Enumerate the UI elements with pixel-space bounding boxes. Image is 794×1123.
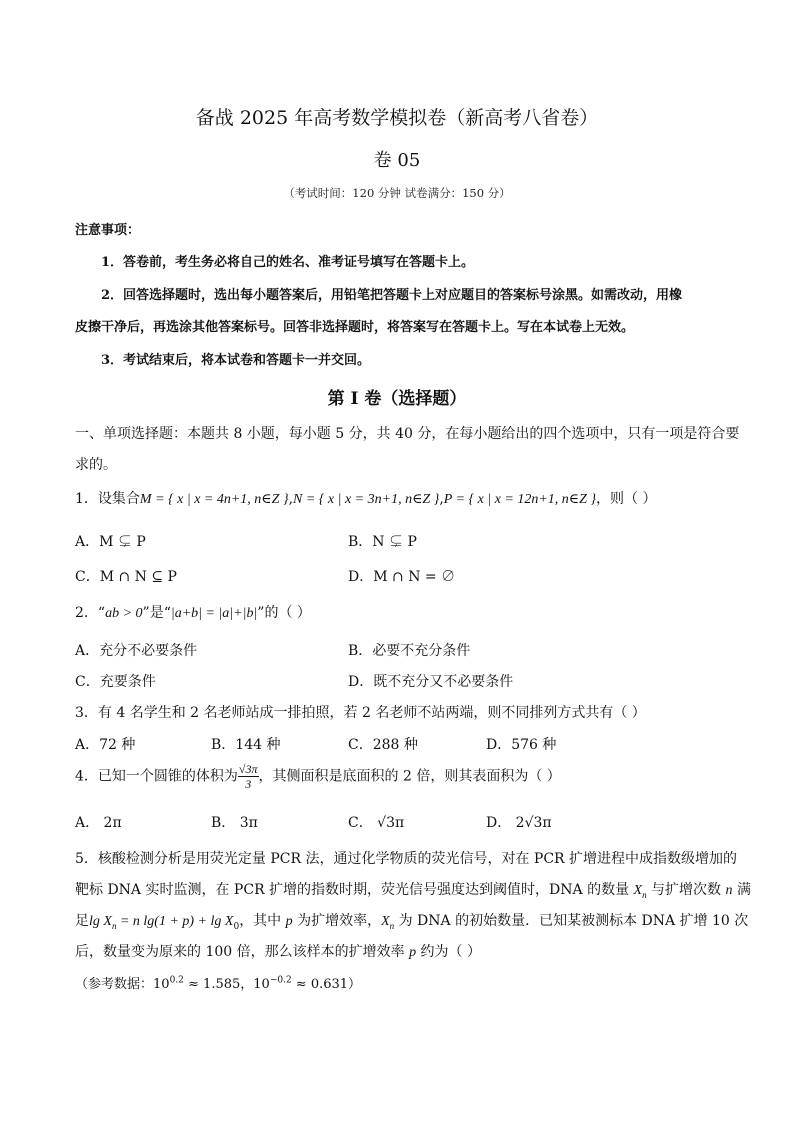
q5-line-4-text-a: 后，数量变为原来的 100 倍，那么该样本的扩增效率 — [75, 944, 410, 960]
q3-option-d[interactable]: D．576 种 — [486, 737, 557, 753]
q5-var-x2: X — [381, 914, 390, 929]
q5-ref-1-base: 10 — [153, 977, 170, 992]
notice-item-2-line-1: 2．回答选择题时，选出每小题答案后，用铅笔把答题卡上对应题目的答案标号涂黑。如需改动，用橡 — [101, 288, 683, 303]
q5-line-3 — [75, 910, 748, 932]
q5-line-3-text-c: 为扩增效率， — [292, 913, 382, 929]
q1-set-p: P = { x | x = 12n+1, n∈Z } — [443, 492, 597, 507]
q2-option-d[interactable]: D．既不充分又不必要条件 — [348, 674, 514, 690]
q2-option-b[interactable]: B．必要不充分条件 — [348, 643, 471, 659]
q4-prefix: 4．已知一个圆锥的体积为 — [75, 768, 238, 785]
section-title: 第 I 卷（选择题） — [327, 389, 467, 409]
notice-heading: 注意事项： — [75, 223, 141, 238]
q5-line-3-text-d: 为 DNA 的初始数量．已知某被测标本 DNA 扩增 10 次 — [394, 913, 749, 929]
q5-line-3-text-b: ，其中 — [239, 913, 286, 929]
exam-title: 备战 2025 年高考数学模拟卷（新高考八省卷） — [195, 107, 599, 129]
q5-var-x: X — [633, 883, 643, 898]
q5-ref-2-value: ≈ 0.631） — [291, 977, 362, 992]
q5-line-2-text-a: 靶标 DNA 实时监测，在 PCR 扩增的指数时期，荧光信号强度达到阈值时，DNA 的数量 — [75, 882, 634, 898]
q4-option-b[interactable]: B． 3π — [211, 815, 258, 831]
q1-option-d[interactable]: D．M ∩ N = ∅ — [348, 569, 456, 585]
q5-var-p2: p — [409, 945, 417, 960]
section-intro-line-2: 求的。 — [75, 457, 117, 473]
question-4-stem — [75, 762, 561, 791]
q1-set-n: N = { x | x = 3n+1, n∈Z } — [293, 492, 440, 507]
q4-volume-fraction — [238, 762, 259, 791]
q4-option-d[interactable]: D． 2√3π — [486, 815, 552, 831]
q5-line-4-text-b: 约为（ ） — [416, 944, 481, 960]
q5-ref-1-value: ≈ 1.585， — [183, 977, 254, 992]
q5-line-2-text-c: 满 — [732, 882, 751, 898]
notice-item-3: 3．考试结束后，将本试卷和答题卡一并交回。 — [101, 353, 371, 368]
q5-line-2-text-b: 与扩增次数 — [646, 882, 726, 898]
q5-var-x-sub: n — [642, 889, 647, 900]
q5-formula-sub-n: n — [111, 920, 117, 931]
section-intro-line-1: 一、单项选择题：本题共 8 小题，每小题 5 分，共 40 分，在每小题给出的四个选项中，只有一项是符合要 — [75, 426, 740, 442]
notice-item-2-line-2: 皮擦干净后，再选涂其他答案标号。回答非选择题时，将答案写在答题卡上。写在本试卷上无效。 — [75, 320, 635, 335]
question-1-stem: 1．设集合M = { x | x = 4n+1, n∈Z },N = { x | x = 3n+1, n∈Z },P = { x | x = 12n+1, n∈Z }，则（ ） — [75, 491, 657, 507]
q4-option-a[interactable]: A． 2π — [75, 815, 122, 831]
q5-line-3-text-a: 足 — [75, 913, 89, 929]
q5-line-1: 5．核酸检测分析是用荧光定量 PCR 法，通过化学物质的荧光信号，对在 PCR 扩增进程中成指数级增加的 — [75, 851, 738, 867]
q2-suffix: ”的（ ） — [257, 605, 311, 621]
q1-set-m: M = { x | x = 4n+1, n∈Z } — [139, 492, 289, 507]
q1-option-a[interactable]: A．M ⊊ P — [75, 534, 146, 550]
q4-volume-denominator: 3 — [245, 777, 252, 791]
q5-ref-2-base: 10 — [253, 977, 270, 992]
q2-mid: ”是“ — [142, 605, 171, 621]
q1-prefix: 1．设集合 — [75, 491, 140, 507]
q2-option-c[interactable]: C．充要条件 — [75, 674, 156, 690]
q1-suffix: ，则（ ） — [596, 491, 657, 507]
q4-volume-numerator: √3π — [238, 762, 258, 776]
q5-formula-part-2: = n lg(1 + p) + lg X — [116, 914, 234, 929]
notice-item-1: 1．答卷前，考生务必将自己的姓名、准考证号填写在答题卡上。 — [101, 255, 475, 270]
q5-ref-1-exp: 0.2 — [169, 975, 184, 986]
question-3-stem: 3．有 4 名学生和 2 名老师站成一排拍照，若 2 名老师不站两端，则不同排列方式共有（ ） — [75, 705, 646, 721]
q5-line-4 — [75, 941, 481, 961]
q5-ref-label: （参考数据： — [75, 977, 154, 992]
q2-prefix: 2．“ — [75, 605, 106, 621]
q4-suffix: ，其侧面积是底面积的 2 倍，则其表面积为（ ） — [258, 768, 561, 785]
q1-option-c[interactable]: C．M ∩ N ⊆ P — [75, 569, 177, 585]
q4-option-c[interactable]: C． √3π — [348, 815, 405, 831]
q3-option-c[interactable]: C．288 种 — [348, 737, 418, 753]
q2-cond-1: ab > 0 — [105, 606, 143, 621]
q5-ref-2-exp: −0.2 — [269, 975, 292, 986]
q3-option-a[interactable]: A．72 种 — [75, 737, 136, 753]
exam-info: （考试时间：120 分钟 试卷满分：150 分） — [283, 186, 511, 200]
q5-var-n: n — [725, 883, 733, 898]
question-2-stem — [75, 602, 311, 622]
q5-var-p: p — [285, 914, 293, 929]
q5-var-x2-sub: n — [389, 920, 395, 931]
q5-formula-part-1: lg X — [89, 914, 112, 929]
q1-option-b[interactable]: B．N ⊊ P — [348, 534, 417, 550]
q5-line-2 — [75, 879, 751, 900]
exam-subtitle: 卷 05 — [373, 150, 421, 171]
q2-cond-2: |a+b| = |a|+|b| — [170, 606, 258, 621]
q3-option-b[interactable]: B．144 种 — [211, 737, 281, 753]
q2-option-a[interactable]: A．充分不必要条件 — [75, 643, 198, 659]
q5-formula-sub-0: 0 — [233, 921, 240, 932]
q5-reference-data — [75, 973, 361, 992]
